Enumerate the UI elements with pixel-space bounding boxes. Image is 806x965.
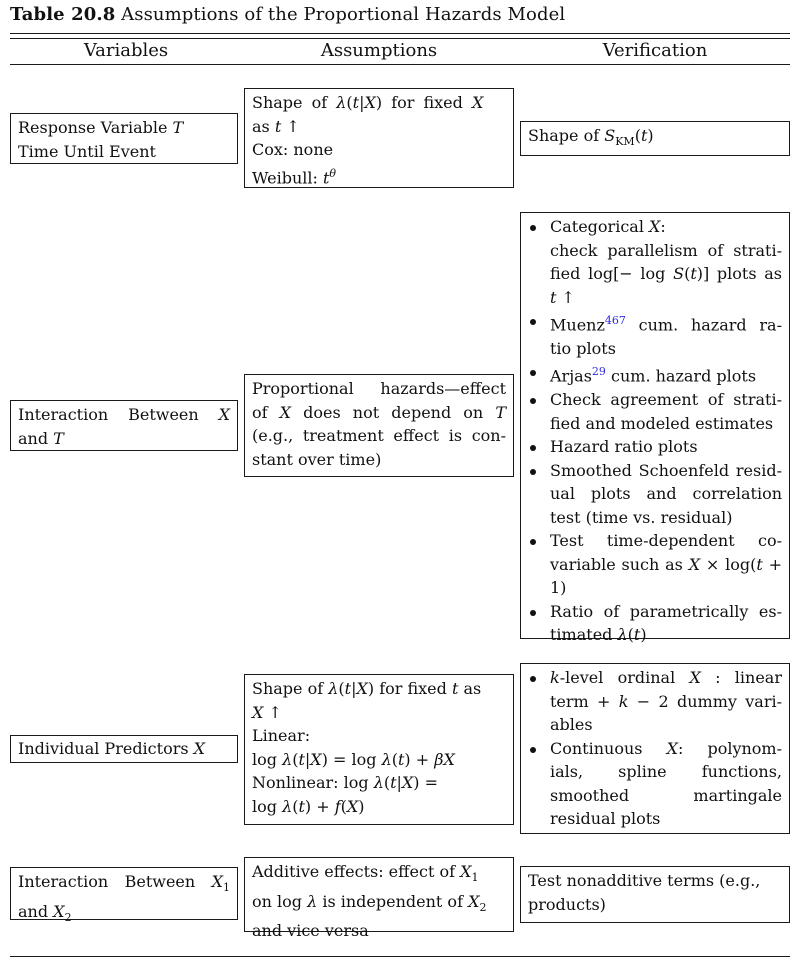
table-number: Table 20.8 xyxy=(10,4,116,25)
item-line: Categorical X: xyxy=(550,217,666,236)
row2-assumption-line1: Proportional hazards—effect xyxy=(252,379,506,398)
row4-assumption-line3: and vice versa xyxy=(252,921,369,941)
row4-assumption-line2: on log λ is independent of $X_2$ xyxy=(252,891,487,914)
row2-variable-cell xyxy=(10,400,238,451)
row1-assumption-cell xyxy=(244,88,514,188)
top-rule-2 xyxy=(10,38,790,39)
row3-variable-cell xyxy=(10,735,238,763)
row3-assumption-line1: Shape of λ(t|X) for fixed t as xyxy=(252,679,482,698)
row4-verification-line2: products) xyxy=(528,894,606,914)
row2-assumption-line4: stant over time) xyxy=(252,449,382,469)
item-line: check parallelism of strati- xyxy=(550,240,782,260)
header-variables: Variables xyxy=(83,40,169,61)
table-caption xyxy=(10,4,565,25)
item-line: ual plots and correlation xyxy=(550,484,782,504)
row2-assumption-line3: (e.g., treatment effect is con- xyxy=(252,426,506,445)
row4-variable-line2: and $X_2$ xyxy=(18,901,72,924)
item-line: Ratio of parametrically es- xyxy=(550,601,782,621)
row3-verification-list xyxy=(528,666,782,831)
item-line: Continuous X: polynom- xyxy=(550,738,782,758)
item-line: Check agreement of strati- xyxy=(550,390,782,410)
row1-verification-cell xyxy=(520,121,790,156)
reference-link-29[interactable]: 29 xyxy=(591,365,606,379)
row4-verification-line1: Test nonadditive terms (e.g., xyxy=(528,871,761,890)
row2-verification-cell xyxy=(520,212,790,645)
row4-assumption-cell xyxy=(244,857,514,941)
item-line: t ↑ xyxy=(550,287,575,307)
row1-assumption-line3: Cox: none xyxy=(252,140,334,159)
verification-item-time-dependent xyxy=(528,529,782,600)
item-line: Smoothed Schoenfeld resid- xyxy=(550,460,782,480)
row2-variable-line2: and T xyxy=(18,428,64,448)
item-line: k-level ordinal X : linear xyxy=(550,668,782,687)
row1-variable-line1: Response Variable T xyxy=(18,118,184,137)
row3-assumption-line3: Linear: xyxy=(252,726,311,745)
reference-link-467[interactable]: 467 xyxy=(604,314,626,327)
header-assumptions: Assumptions xyxy=(320,40,438,61)
row3-assumption-line5: Nonlinear: log λ(t|X) = xyxy=(252,773,439,792)
item-line: term + k − 2 dummy vari- xyxy=(550,691,783,711)
row2-assumption-line2: of X does not depend on T xyxy=(252,402,507,422)
row3-assumption-cell xyxy=(244,674,514,825)
item-line: Test time-dependent co- xyxy=(550,531,782,551)
verification-item-arjas xyxy=(528,360,782,388)
item-line: smoothed martingale xyxy=(550,785,782,805)
item-line: Arjas$^{29}$ cum. hazard plots xyxy=(550,365,757,386)
item-line: test (time vs. residual) xyxy=(550,507,733,527)
row4-variable-cell xyxy=(10,867,238,924)
item-line: ables xyxy=(550,715,593,734)
item-line: fied log[− log S(t)] plots as xyxy=(550,264,782,283)
row4-assumption-line1: Additive effects: effect of $X_1$ xyxy=(252,862,479,885)
verification-item-agreement xyxy=(528,388,782,435)
row3-variable-line1: Individual Predictors X xyxy=(18,739,206,758)
verification-item-schoenfeld xyxy=(528,459,782,530)
row1-variable-line2: Time Until Event xyxy=(18,141,156,161)
row3-assumption-line6: log λ(t) + f(X) xyxy=(252,796,365,816)
item-line: tio plots xyxy=(550,338,616,358)
row1-variable-cell xyxy=(10,113,238,164)
row3-assumption-line2: X ↑ xyxy=(252,702,282,722)
row2-assumption-cell xyxy=(244,374,514,477)
row4-verification-cell xyxy=(520,866,790,923)
row3-assumption-line4: log λ(t|X) = log λ(t) + βX xyxy=(252,749,455,769)
item-line: timated λ(t) xyxy=(550,625,647,645)
row3-verification-cell xyxy=(520,663,790,834)
row2-variable-line1: Interaction Between X xyxy=(18,405,230,424)
item-line: 1) xyxy=(550,578,567,598)
verification-item-parametric-ratio xyxy=(528,600,782,647)
row1-verification-line1: Shape of $S_{KM}(t)$ xyxy=(528,126,654,149)
bottom-rule xyxy=(10,956,790,957)
header-rule xyxy=(10,64,790,65)
header-verification: Verification xyxy=(602,40,708,61)
verification-item-ordinal xyxy=(528,666,782,737)
row1-assumption-line4: Weibull: $t^\theta$ xyxy=(252,166,337,187)
row4-variable-line1: Interaction Between $X_1$ xyxy=(18,872,230,895)
item-line: Hazard ratio plots xyxy=(550,437,698,457)
row2-verification-list xyxy=(528,215,782,647)
table-title: Assumptions of the Proportional Hazards Model xyxy=(121,4,566,25)
item-line: fied and modeled estimates xyxy=(550,413,774,433)
top-rule-1 xyxy=(10,33,790,34)
verification-item-hazard-ratio xyxy=(528,435,782,459)
row1-assumption-line2: as t ↑ xyxy=(252,116,300,136)
verification-item-continuous xyxy=(528,737,782,831)
row1-assumption-line1: Shape of λ(t|X) for fixed X xyxy=(252,93,484,112)
item-line: Muenz$^{467}$ cum. hazard ra- xyxy=(550,314,782,335)
verification-item-muenz xyxy=(528,309,782,360)
verification-item-categorical xyxy=(528,215,782,309)
item-line: residual plots xyxy=(550,809,661,828)
item-line: variable such as X × log(t + xyxy=(550,554,782,574)
item-line: ials, spline functions, xyxy=(550,762,782,781)
